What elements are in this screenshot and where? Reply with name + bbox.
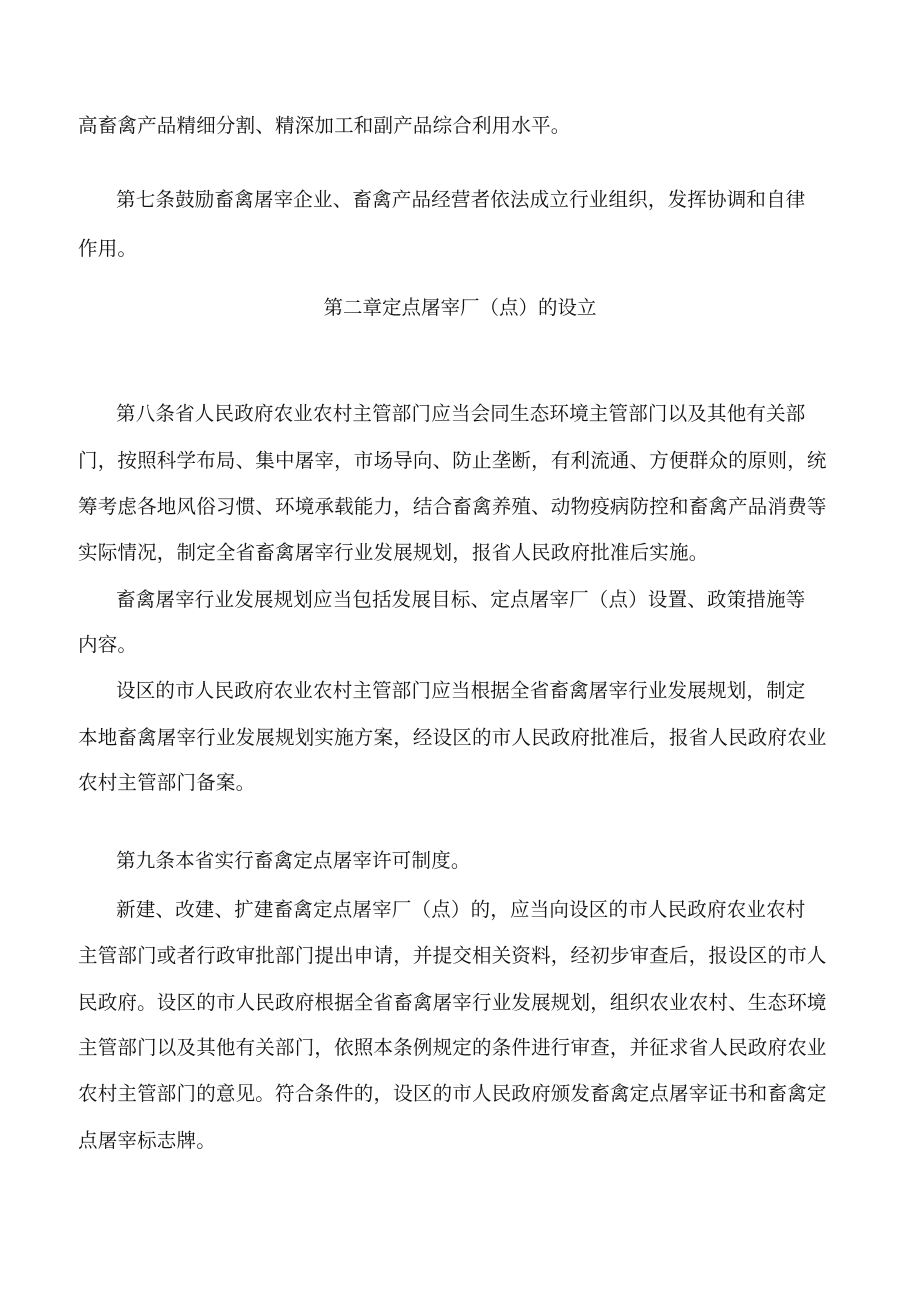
- article-8-p3-line-3: 农村主管部门备案。: [78, 771, 256, 794]
- article-7-line-2: 作用。: [78, 237, 138, 260]
- article-7-line-1: 第七条鼓励畜禽屠宰企业、畜禽产品经营者依法成立行业组织，发挥协调和自律: [116, 188, 806, 211]
- fragment-line: 高畜禽产品精细分割、精深加工和副产品综合利用水平。: [78, 114, 571, 137]
- article-9-p2-line-1: 新建、改建、扩建畜禽定点屠宰厂（点）的，应当向设区的市人民政府农业农村: [116, 898, 806, 921]
- article-8-p3-line-2: 本地畜禽屠宰行业发展规划实施方案，经设区的市人民政府批准后，报省人民政府农业: [78, 726, 827, 749]
- article-8-p2-line-1: 畜禽屠宰行业发展规划应当包括发展目标、定点屠宰厂（点）设置、政策措施等: [116, 588, 806, 611]
- article-9-p1-line-1: 第九条本省实行畜禽定点屠宰许可制度。: [116, 849, 471, 872]
- article-9-p2-line-2: 主管部门或者行政审批部门提出申请，并提交相关资料，经初步审查后，报设区的市人: [78, 944, 827, 967]
- article-8-p1-line-4: 实际情况，制定全省畜禽屠宰行业发展规划，报省人民政府批准后实施。: [78, 541, 709, 564]
- article-8-p1-line-3: 筹考虑各地风俗习惯、环境承载能力，结合畜禽养殖、动物疫病防控和畜禽产品消费等: [78, 495, 827, 518]
- article-8-p1-line-1: 第八条省人民政府农业农村主管部门应当会同生态环境主管部门以及其他有关部: [116, 402, 806, 425]
- article-8-p3-line-1: 设区的市人民政府农业农村主管部门应当根据全省畜禽屠宰行业发展规划，制定: [116, 679, 806, 702]
- article-9-p2-line-6: 点屠宰标志牌。: [78, 1129, 216, 1152]
- article-9-p2-line-5: 农村主管部门的意见。符合条件的，设区的市人民政府颁发畜禽定点屠宰证书和畜禽定: [78, 1082, 827, 1105]
- article-9-p2-line-3: 民政府。设区的市人民政府根据全省畜禽屠宰行业发展规划，组织农业农村、生态环境: [78, 991, 827, 1014]
- article-8-p2-line-2: 内容。: [78, 633, 138, 656]
- chapter-2-title: 第二章定点屠宰厂（点）的设立: [323, 296, 597, 319]
- article-8-p1-line-2: 门，按照科学布局、集中屠宰，市场导向、防止垄断，有利流通、方便群众的原则，统: [78, 449, 827, 472]
- article-9-p2-line-4: 主管部门以及其他有关部门，依照本条例规定的条件进行审查，并征求省人民政府农业: [78, 1036, 827, 1059]
